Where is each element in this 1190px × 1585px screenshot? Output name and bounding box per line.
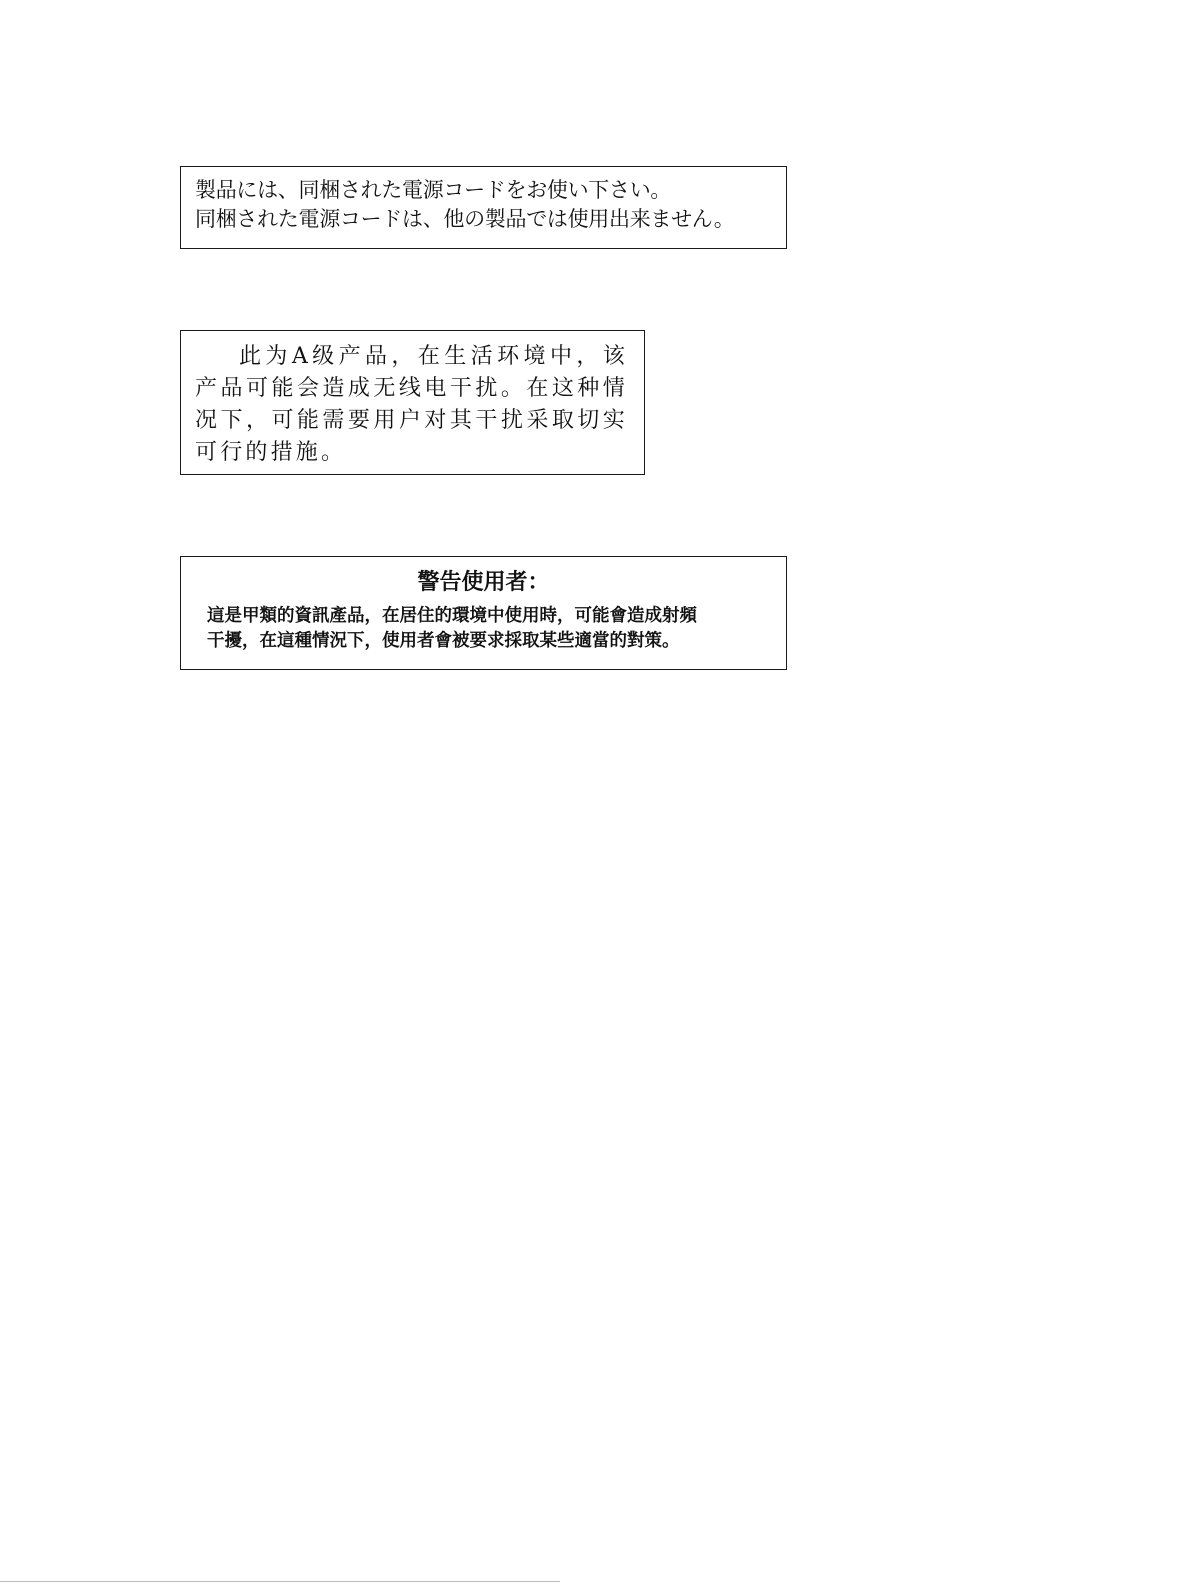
traditional-chinese-warning-line-2: 干擾，在這種情況下，使用者會被要求採取某些適當的對策。 xyxy=(207,631,680,651)
traditional-chinese-warning-heading: 警告使用者： xyxy=(417,569,550,595)
traditional-chinese-warning-notice xyxy=(180,556,787,670)
traditional-chinese-warning-line-1: 這是甲類的資訊產品，在居住的環境中使用時，可能會造成射頻 xyxy=(207,606,697,626)
scan-edge-divider xyxy=(0,1581,560,1582)
simplified-chinese-class-a-notice xyxy=(180,330,645,475)
japanese-power-cord-notice xyxy=(180,166,787,249)
simplified-chinese-notice-text: 此为A级产品，在生活环境中，该产品可能会造成无线电干扰。在这种情况下，可能需要用户对其干扰采取切实可行的措施。 xyxy=(195,344,628,465)
japanese-notice-line-2: 同梱された電源コードは、他の製品では使用出来ません。 xyxy=(195,207,735,231)
japanese-notice-line-1: 製品には、同梱された電源コードをお使い下さい。 xyxy=(195,178,672,202)
